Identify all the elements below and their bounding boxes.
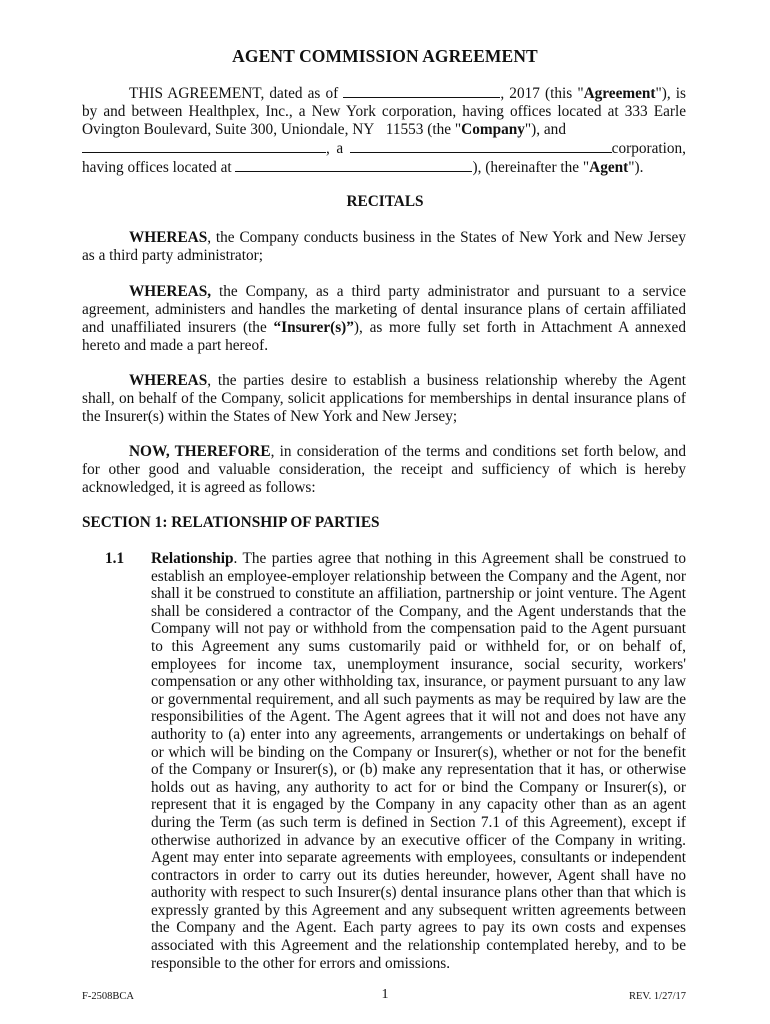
defined-term-insurers: “Insurer(s)” <box>273 319 354 337</box>
recitals-heading: RECITALS <box>346 193 424 210</box>
clause-number: 1.1 <box>105 550 125 567</box>
agent-state-blank-field[interactable] <box>350 139 612 153</box>
clause-heading: Relationship <box>151 550 234 567</box>
whereas-paragraph-1: WHEREAS, the Company conducts business in the States of New York and New Jersey as a third party administrator; <box>82 229 686 265</box>
date-blank-field[interactable] <box>343 84 500 98</box>
clause-1-1-text: Relationship. The parties agree that nothing in this Agreement shall be construed to establish an employee-employer relationship between the Company and the Agent, nor shall it be construed to constitute an affiliation, partnership or joint venture. The Agent shall be considered a contractor of the Company, and the Agent understands that the Company will not pay or withhold from the compensation paid to the Agent pursuant to this Agreement any sums customarily paid or withheld for, or on behalf of, employees for income tax, unemployment insurance, social security, workers' compensation or any other withholding tax, insurance, or payment pursuant to any law or governmental requirement, and all such payments as may be required by law are the responsibilities of the Agent. The Agent agrees that it will not and does not have any authority to (a) enter into any agreements, arrangements or undertakings on behalf of or which will be binding on the Company or Insurer(s), whether or not for the benefit of the Company or Insurer(s), or (b) make any representation that it has, or otherwise holds out as having, any authority to act for or bind the Company or Insurer(s), or represent that it is engaged by the Company in any capacity other than as an agent during the Term (as such term is defined in Section 7.1 of this Agreement), except if otherwise authorized in advance by an executive officer of the Company in writing. Agent may enter into separate agreements with employees, consultants or independent contractors in order to carry out its duties hereunder, however, Agent shall have no authority with respect to such Insurer(s) dental insurance plans other than that which is expressly granted by this Agreement and any subsequent written agreements between the Company and the Agent. Each party agrees to pay its own costs and expenses associated with this Agreement and the relationship contemplated hereby, and to be responsible to the other for errors and omissions. <box>151 550 686 972</box>
whereas-paragraph-3: WHEREAS, the parties desire to establish a business relationship whereby the Agent shall, on behalf of the Company, solicit applications for memberships in dental insurance plans of the Insurer(s) within the States of New York and New Jersey; <box>82 372 686 426</box>
page-number: 1 <box>381 987 389 1002</box>
form-number: F-2508BCA <box>82 991 134 1002</box>
document-title: AGENT COMMISSION AGREEMENT <box>232 46 538 66</box>
defined-term-agent: Agent <box>589 159 629 177</box>
agent-address-blank-field[interactable] <box>235 158 472 172</box>
section-1-heading: SECTION 1: RELATIONSHIP OF PARTIES <box>82 514 380 531</box>
defined-term-company: Company <box>461 121 525 139</box>
now-therefore-paragraph: NOW, THEREFORE, in consideration of the terms and conditions set forth below, and for other good and valuable consideration, the receipt and sufficiency of which is hereby acknowledged, it is agreed as follows: <box>82 443 686 497</box>
agent-name-blank-field[interactable] <box>82 139 326 153</box>
revision-date: REV. 1/27/17 <box>629 991 686 1002</box>
intro-paragraph: THIS AGREEMENT, dated as of , 2017 (this "Agreement"), is by and between Healthplex, Inc., a New York corporation, having offices located at 333 Earle Ovington Boulevard, Suite 300, Uniondale, NY 11553 (the "Company"), and , a corporation, having offices located at ), (hereinafter the "Agent"). <box>82 85 686 177</box>
defined-term-agreement: Agreement <box>583 85 656 102</box>
whereas-paragraph-2: WHEREAS, the Company, as a third party administrator and pursuant to a service agreement, administers and handles the marketing of dental insurance plans of certain affiliated and unaffiliated insurers (the “Insurer(s)”), as more fully set forth in Attachment A annexed hereto and made a part hereof. <box>82 283 686 355</box>
